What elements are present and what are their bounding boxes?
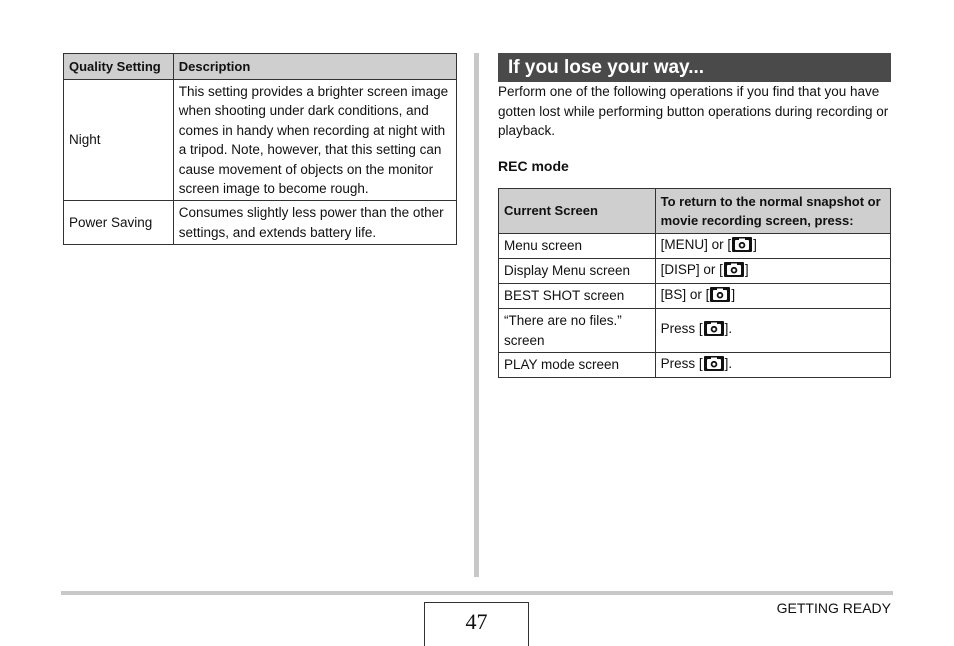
- camera-icon: [704, 356, 724, 377]
- action-suffix: ].: [724, 355, 733, 371]
- action-prefix: [MENU] or [: [660, 236, 732, 252]
- action-prefix: [BS] or [: [660, 286, 710, 302]
- return-action-cell: [655, 234, 890, 259]
- action-suffix: ]: [744, 261, 749, 277]
- action-prefix: [DISP] or [: [660, 261, 723, 277]
- setting-description: Consumes slightly less power than the other settings, and extends battery life.: [173, 201, 456, 245]
- camera-icon: [724, 262, 744, 283]
- setting-description: This setting provides a brighter screen image when shooting under dark conditions, and comes in handy when recording at night with a tripod. Note, however, that this setting can cause movement of objects on the monitor screen image to become rough.: [173, 80, 456, 201]
- table-row: [64, 80, 457, 201]
- table-row: [499, 309, 891, 353]
- column-header-quality-setting: Quality Setting: [64, 54, 174, 80]
- footer-rule: [61, 591, 893, 595]
- column-divider: [474, 53, 479, 577]
- column-header-description: Description: [173, 54, 456, 80]
- action-suffix: ]: [753, 236, 757, 252]
- table-header-row: [499, 189, 891, 234]
- page-number: 47: [424, 602, 529, 646]
- current-screen-cell: “There are no files.” screen: [499, 309, 656, 353]
- table-row: [499, 284, 891, 309]
- column-header-return-action: To return to the normal snapshot or movie recording screen, press:: [655, 189, 890, 234]
- current-screen-cell: BEST SHOT screen: [499, 284, 656, 309]
- table-header-row: [64, 54, 457, 80]
- table-row: [499, 234, 891, 259]
- action-suffix: ]: [731, 286, 736, 302]
- return-action-cell: [655, 353, 890, 378]
- return-action-cell: [655, 284, 890, 309]
- column-header-current-screen: Current Screen: [499, 189, 656, 234]
- camera-icon: [704, 321, 724, 342]
- rec-mode-table: [498, 188, 891, 378]
- table-row: [499, 259, 891, 284]
- action-suffix: ].: [724, 321, 733, 337]
- setting-name: Night: [64, 80, 174, 201]
- camera-icon: [710, 287, 730, 308]
- current-screen-cell: Menu screen: [499, 234, 656, 259]
- section-heading: If you lose your way...: [498, 53, 891, 82]
- current-screen-cell: PLAY mode screen: [499, 353, 656, 378]
- rec-mode-subheading: REC mode: [498, 158, 569, 174]
- table-row: [499, 353, 891, 378]
- quality-settings-table: [63, 53, 457, 245]
- return-action-cell: [655, 309, 890, 353]
- table-row: [64, 201, 457, 245]
- return-action-cell: [655, 259, 890, 284]
- current-screen-cell: Display Menu screen: [499, 259, 656, 284]
- action-prefix: Press [: [660, 321, 703, 337]
- camera-icon: [732, 237, 752, 258]
- action-prefix: Press [: [660, 355, 703, 371]
- section-label: GETTING READY: [776, 600, 891, 616]
- section-intro: Perform one of the following operations if you find that you have gotten lost while performing button operations during recording or playback.: [498, 84, 889, 138]
- setting-name: Power Saving: [64, 201, 174, 245]
